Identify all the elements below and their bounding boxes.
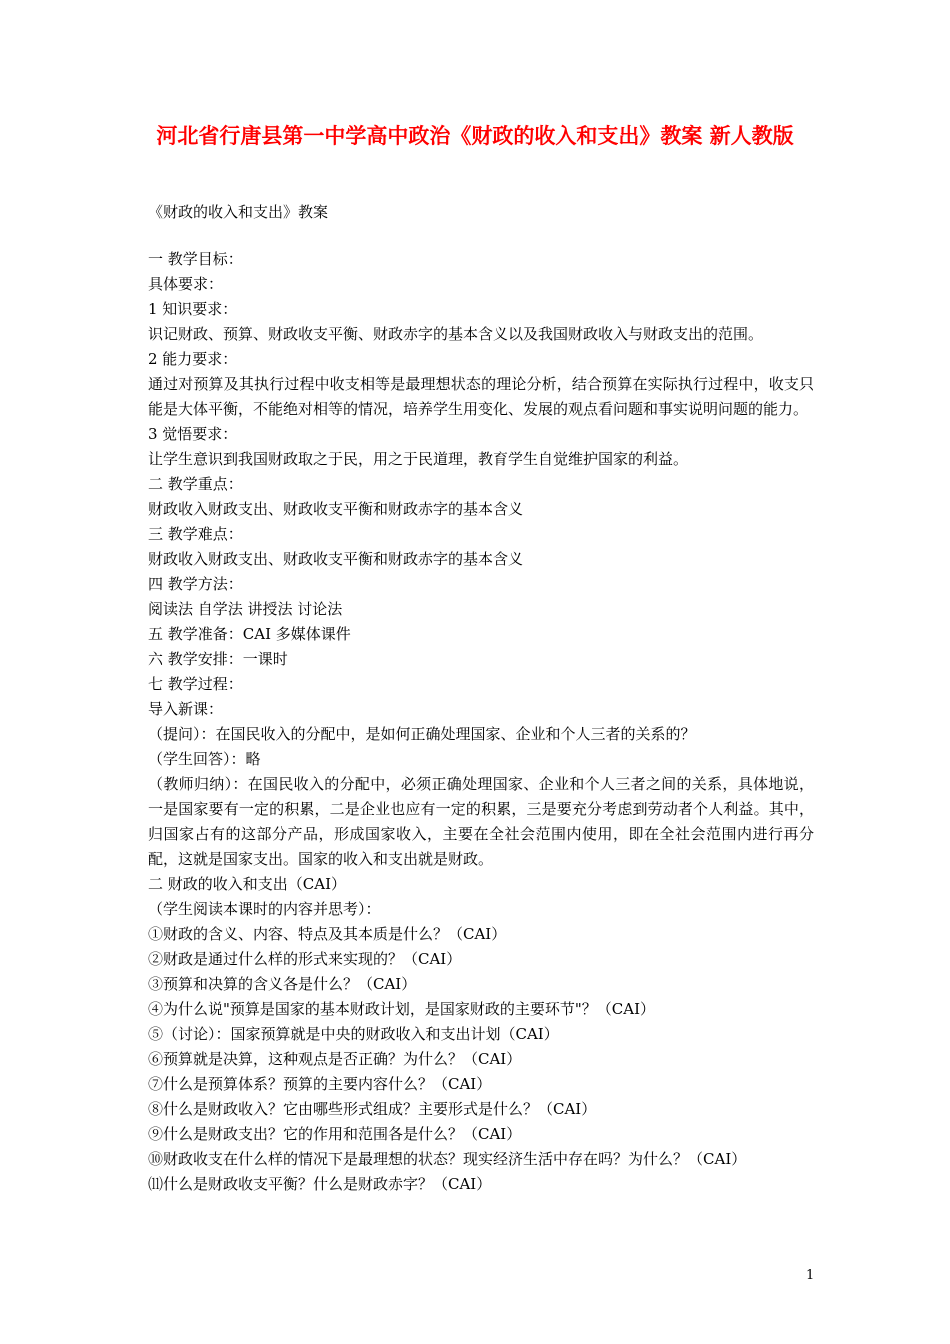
question-item: ③预算和决算的含义各是什么？（CAI） <box>148 975 417 993</box>
section-heading-preparation: 五 教学准备：CAI 多媒体课件 <box>148 625 351 643</box>
text-line: 财政收入财政支出、财政收支平衡和财政赤字的基本含义 <box>148 500 524 518</box>
text-line: 2 能力要求： <box>148 350 238 368</box>
text-line: 具体要求： <box>148 275 224 293</box>
paragraph-teacher-summary: （教师归纳）：在国民收入的分配中，必须正确处理国家、企业和个人三者之间的关系，具体地说，一是国家要有一定的积累，二是企业也应有一定的积累，三是要充分考虑到劳动者个人利益。其中，归国家占有的这部分产品，形成国家收入，主要在全社会范围内使用，即在全社会范围内进行再分配，这就是国家支出。国家的收入和支出就是财政。 <box>148 775 814 868</box>
question-item: ⑩财政收支在什么样的情况下是最理想的状态？现实经济生活中存在吗？为什么？（CAI） <box>148 1150 747 1168</box>
text-line: 1 知识要求： <box>148 300 238 318</box>
question-item: ⑨什么是财政支出？它的作用和范围各是什么？（CAI） <box>148 1125 522 1143</box>
lesson-plan-heading: 《财政的收入和支出》教案 <box>148 203 329 221</box>
page-number: 1 <box>806 1268 815 1283</box>
text-line: （学生阅读本课时的内容并思考）： <box>148 900 381 918</box>
document-body <box>148 247 814 1197</box>
paragraph-ability: 通过对预算及其执行过程中收支相等是最理想状态的理论分析，结合预算在实际执行过程中，收支只能是大体平衡，不能绝对相等的情况，培养学生用变化、发展的观点看问题和事实说明问题的能力。 <box>148 375 814 418</box>
section-heading-process: 七 教学过程： <box>148 675 243 693</box>
section-heading-key-points: 二 教学重点： <box>148 475 243 493</box>
text-line: （提问）：在国民收入的分配中，是如何正确处理国家、企业和个人三者的关系的？ <box>148 725 696 743</box>
question-item: ④为什么说"预算是国家的基本财政计划，是国家财政的主要环节"？（CAI） <box>148 1000 656 1018</box>
section-heading-revenue-expenditure: 二 财政的收入和支出（CAI） <box>148 875 347 893</box>
text-line: 识记财政、预算、财政收支平衡、财政赤字的基本含义以及我国财政收入与财政支出的范围。 <box>148 325 764 343</box>
question-item: ①财政的含义、内容、特点及其本质是什么？（CAI） <box>148 925 507 943</box>
section-heading-arrangement: 六 教学安排：一课时 <box>148 650 288 668</box>
question-item: ⑥预算就是决算，这种观点是否正确？为什么？（CAI） <box>148 1050 522 1068</box>
text-line: 导入新课： <box>148 700 224 718</box>
section-heading-objectives: 一 教学目标： <box>148 250 243 268</box>
text-line: 3 觉悟要求： <box>148 425 238 443</box>
section-heading-difficulties: 三 教学难点： <box>148 525 243 543</box>
text-line: 阅读法 自学法 讲授法 讨论法 <box>148 600 343 618</box>
question-item: ⑾什么是财政收支平衡？什么是财政赤字？（CAI） <box>148 1175 492 1193</box>
question-item: ⑦什么是预算体系？预算的主要内容什么？（CAI） <box>148 1075 492 1093</box>
document-title: 河北省行唐县第一中学高中政治《财政的收入和支出》教案 新人教版 <box>156 123 794 148</box>
section-heading-methods: 四 教学方法： <box>148 575 243 593</box>
question-item: ②财政是通过什么样的形式来实现的？（CAI） <box>148 950 462 968</box>
text-line: （学生回答）：略 <box>148 750 261 768</box>
question-item: ⑤（讨论）：国家预算就是中央的财政收入和支出计划（CAI） <box>148 1025 559 1043</box>
text-line: 让学生意识到我国财政取之于民，用之于民道理，教育学生自觉维护国家的利益。 <box>148 450 689 468</box>
text-line: 财政收入财政支出、财政收支平衡和财政赤字的基本含义 <box>148 550 524 568</box>
question-item: ⑧什么是财政收入？它由哪些形式组成？主要形式是什么？（CAI） <box>148 1100 597 1118</box>
